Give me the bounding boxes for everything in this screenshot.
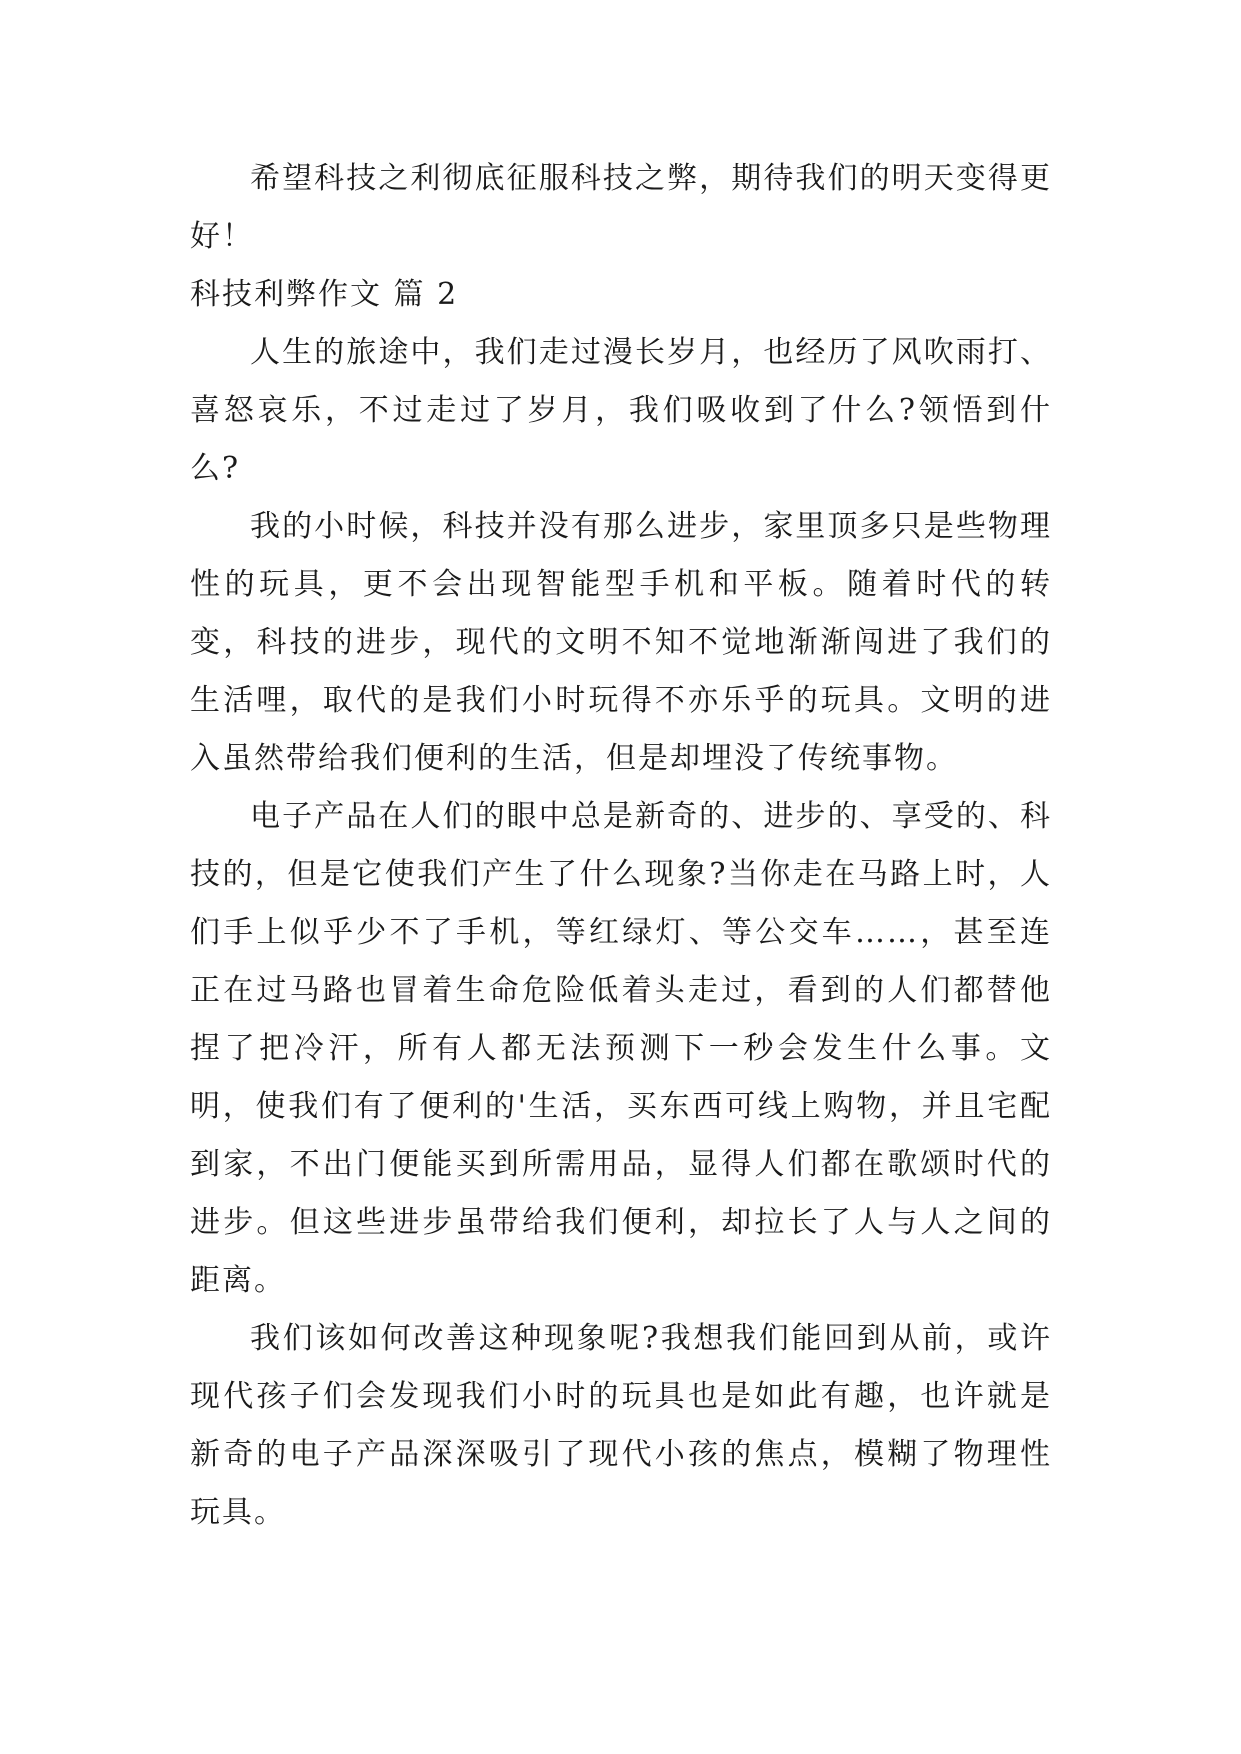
paragraph-1: 人生的旅途中，我们走过漫长岁月，也经历了风吹雨打、喜怒哀乐，不过走过了岁月，我们吸收到了什么?领悟到什么?: [190, 335, 1052, 486]
paragraph-3: 电子产品在人们的眼中总是新奇的、进步的、享受的、科技的，但是它使我们产生了什么现象?当你走在马路上时，人们手上似乎少不了手机，等红绿灯、等公交车……，甚至连正在过马路也冒着生命危险低着头走过，看到的人们都替他捏了把冷汗，所有人都无法预测下一秒会发生什么事。文明，使我们有了便利的'生活，买东西可线上购物，并且宅配到家，不出门便能买到所需用品，显得人们都在歌颂时代的进步。但这些进步虽带给我们便利，却拉长了人与人之间的距离。: [190, 799, 1052, 1298]
section-title: 科技利弊作文 篇 2: [190, 277, 459, 312]
closing-paragraph: 希望科技之利彻底征服科技之弊，期待我们的明天变得更好！: [190, 161, 1052, 254]
paragraph-4: 我们该如何改善这种现象呢?我想我们能回到从前，或许现代孩子们会发现我们小时的玩具也是如此有趣，也许就是新奇的电子产品深深吸引了现代小孩的焦点，模糊了物理性玩具。: [190, 1321, 1052, 1530]
paragraph-2: 我的小时候，科技并没有那么进步，家里顶多只是些物理性的玩具，更不会出现智能型手机和平板。随着时代的转变，科技的进步，现代的文明不知不觉地渐渐闯进了我们的生活哩，取代的是我们小时玩得不亦乐乎的玩具。文明的进入虽然带给我们便利的生活，但是却埋没了传统事物。: [190, 509, 1052, 776]
document-body: [190, 150, 1052, 1542]
